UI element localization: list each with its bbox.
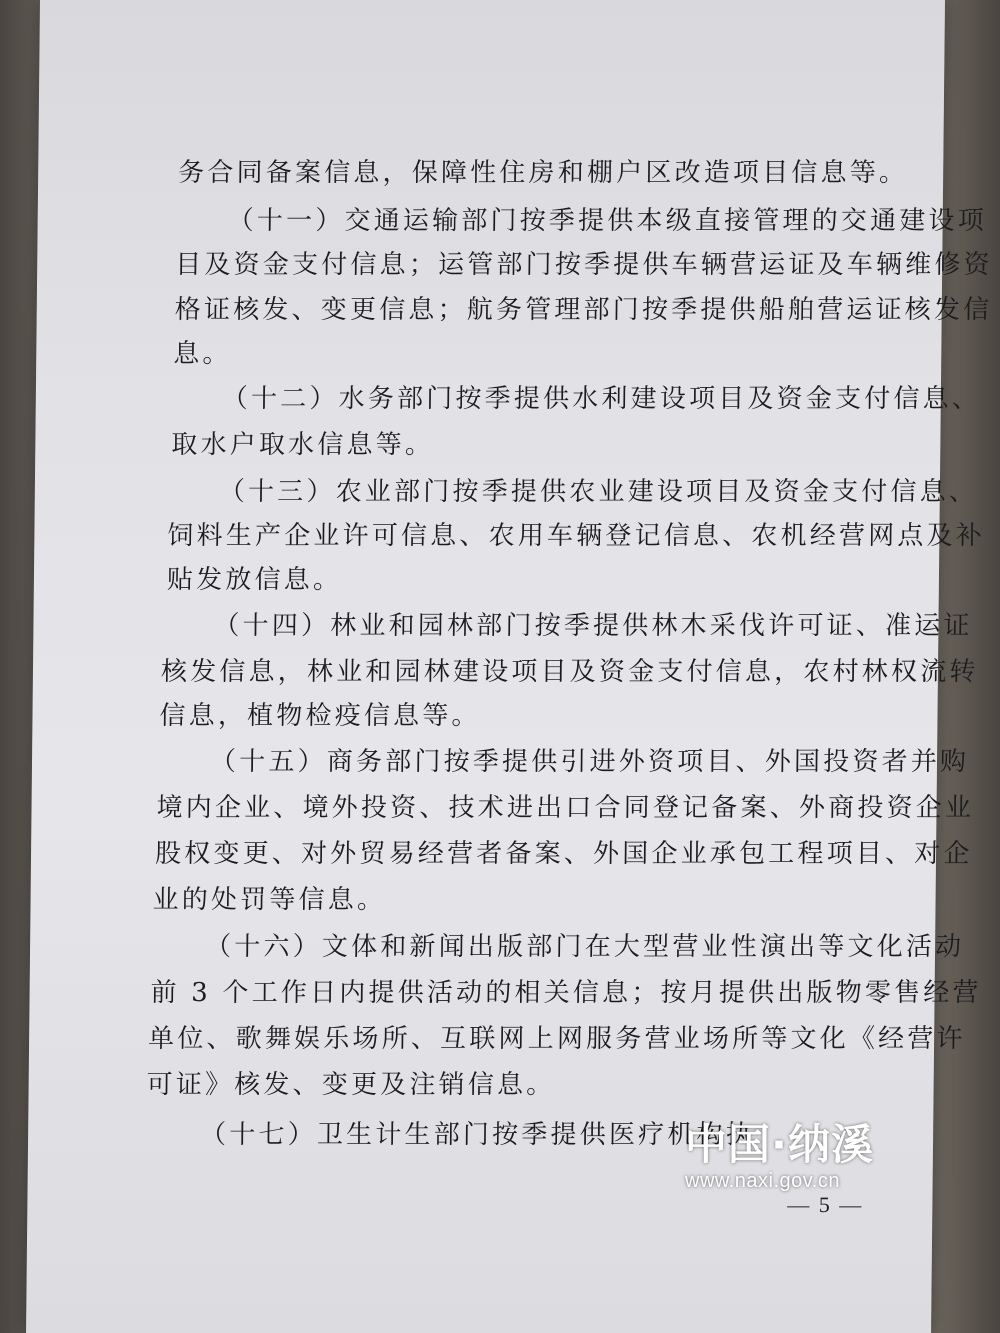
text-line: （十一）交通运输部门按季提供本级直接管理的交通建设项 xyxy=(227,206,988,236)
text-line: （十五）商务部门按季提供引进外资项目、外国投资者并购 xyxy=(209,747,970,777)
text-line: 息。 xyxy=(173,339,232,369)
text-line: 境内企业、境外投资、技术进出口合同登记备案、外商投资企业 xyxy=(156,793,975,823)
text-line: 核发信息，林业和园林建设项目及资金支付信息，农村林权流转 xyxy=(160,657,979,687)
text-line: 饲料生产企业许可信息、农用车辆登记信息、农机经营网点及补 xyxy=(167,521,986,551)
text-line: 取水户取水信息等。 xyxy=(171,430,435,460)
page-number: — 5 — xyxy=(787,1192,864,1217)
text-line: 业的处罚等信息。 xyxy=(152,885,387,915)
text-line: 信息，植物检疫信息等。 xyxy=(159,701,481,731)
text-line: 前 3 个工作日内提供活动的相关信息；按月提供出版物零售经营 xyxy=(150,978,982,1008)
text-line: 单位、歌舞娱乐场所、互联网上网服务营业场所等文化《经营许 xyxy=(147,1024,966,1054)
text-line: 可证》核发、变更及注销信息。 xyxy=(146,1070,556,1100)
watermark-title: 中国·纳溪 xyxy=(685,1120,874,1169)
text-line: 目及资金支付信息；运管部门按季提供车辆营运证及车辆维修资 xyxy=(175,250,993,280)
text-line: （十四）林业和园林部门按季提供林木采伐许可证、准运证 xyxy=(213,611,973,641)
text-line: 股权变更、对外贸易经营者备案、外国企业承包工程项目、对企 xyxy=(154,839,973,869)
text-line: （十二）水务部门按季提供水利建设项目及资金支付信息、 xyxy=(221,384,982,414)
watermark xyxy=(685,1122,895,1193)
text-line: （十七）卫生计生部门按季提供医疗机构执 xyxy=(199,1120,756,1150)
text-line: （十六）文体和新闻出版部门在大型营业性演出等文化活动 xyxy=(204,932,965,962)
text-line: （十三）农业部门按季提供农业建设项目及资金支付信息、 xyxy=(218,477,979,507)
text-line: 务合同备案信息，保障性住房和棚户区改造项目信息等。 xyxy=(178,158,909,188)
text-line: 贴发放信息。 xyxy=(166,565,343,595)
watermark-url: www.naxi.gov.cn xyxy=(685,1170,840,1192)
text-line: 格证核发、变更信息；航务管理部门按季提供船舶营运证核发信 xyxy=(174,295,993,325)
